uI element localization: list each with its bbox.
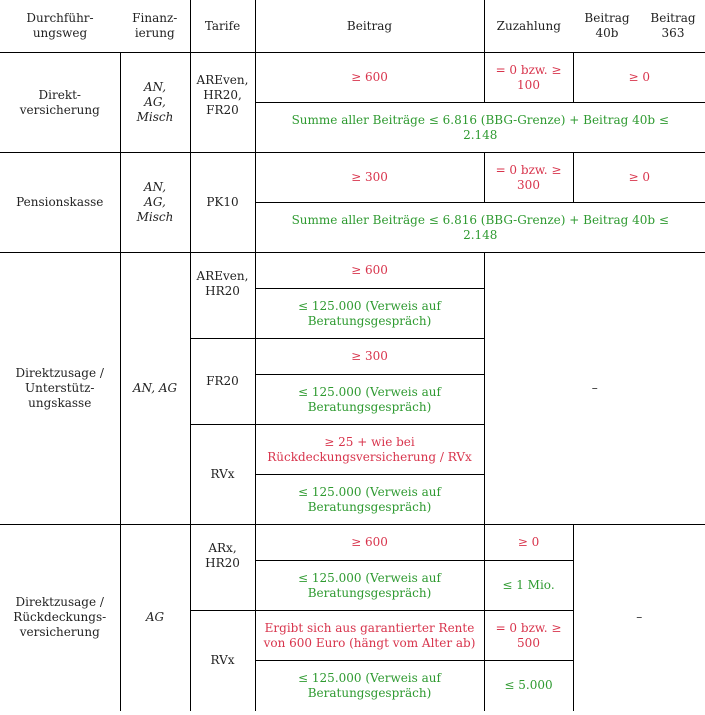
finanzierung-direktzusage-uk: AN, AG — [120, 253, 190, 525]
summe-direktversicherung: Summe aller Beiträge ≤ 6.816 (BBG-Grenze) + Beitrag 40b ≤ 2.148 — [255, 103, 705, 153]
tarif-rdv-arx: ARx, HR20 — [190, 525, 255, 611]
beitrag-40b-363-direktversicherung: ≥ 0 — [573, 53, 705, 103]
section-direktzusage-uk-row-1 — [0, 253, 705, 289]
weg-direktversicherung: Direkt- versicherung — [19, 87, 100, 117]
tarife-direktversicherung: AREven, HR20, FR20 — [190, 53, 255, 153]
zuzahlung-max-rdv-arx: ≤ 1 Mio. — [484, 561, 573, 611]
header-durchfuehrungsweg: Durchführ- ungsweg — [0, 0, 120, 53]
header-beitrag-363: Beitrag 363 — [641, 0, 705, 53]
zuzahlung-max-rdv-rvx: ≤ 5.000 — [484, 661, 573, 711]
section-direktversicherung-row-1 — [0, 53, 705, 103]
beitrag-direktversicherung: ≥ 600 — [255, 53, 484, 103]
header-tarife: Tarife — [190, 0, 255, 53]
zuzahlung-min-rdv-rvx: = 0 bzw. ≥ 500 — [484, 611, 573, 661]
beitrag-min-uk-fr20: ≥ 300 — [255, 339, 484, 375]
header-beitrag: Beitrag — [255, 0, 484, 53]
summe-pensionskasse: Summe aller Beiträge ≤ 6.816 (BBG-Grenze) + Beitrag 40b ≤ 2.148 — [255, 203, 705, 253]
beitrag-max-uk-fr20: ≤ 125.000 (Verweis auf Beratungsgespräch) — [255, 375, 484, 425]
finanzierung-direktversicherung: AN, AG, Misch — [120, 53, 190, 153]
finanzierung-direktzusage-rdv: AG — [120, 525, 190, 711]
dash-direktzusage-uk: – — [484, 253, 705, 525]
beitrag-max-uk-areven: ≤ 125.000 (Verweis auf Beratungsgespräch) — [255, 289, 484, 339]
zuzahlung-direktversicherung: = 0 bzw. ≥ 100 — [484, 53, 573, 103]
tarif-uk-rvx: RVx — [190, 425, 255, 525]
header-finanzierung: Finanz- ierung — [120, 0, 190, 53]
header-row — [0, 0, 705, 53]
zuzahlung-min-rdv-arx: ≥ 0 — [484, 525, 573, 561]
weg-pensionskasse: Pensionskasse — [0, 153, 120, 253]
beitrag-min-rdv-arx: ≥ 600 — [255, 525, 484, 561]
beitrag-40b-363-pensionskasse: ≥ 0 — [573, 153, 705, 203]
section-direktzusage-rdv-row-1 — [0, 525, 705, 561]
finanzierung-pensionskasse: AN, AG, Misch — [120, 153, 190, 253]
zuzahlung-pensionskasse: = 0 bzw. ≥ 300 — [484, 153, 573, 203]
weg-direktzusage-rdv: Direktzusage / Rückdeckungs- versicherung — [0, 525, 120, 711]
section-pensionskasse-row-1 — [0, 153, 705, 203]
tarif-rdv-rvx: RVx — [190, 611, 255, 711]
weg-direktzusage-uk: Direktzusage / Unterstütz- ungskasse — [0, 253, 120, 525]
tarif-uk-areven: AREven, HR20 — [190, 253, 255, 339]
header-zuzahlung: Zuzahlung — [484, 0, 573, 53]
tarife-pensionskasse: PK10 — [190, 153, 255, 253]
tarif-uk-fr20: FR20 — [190, 339, 255, 425]
beitrag-min-rdv-rvx: Ergibt sich aus garantierter Rente von 600 Euro (hängt vom Alter ab) — [255, 611, 484, 661]
beitrag-max-rdv-rvx: ≤ 125.000 (Verweis auf Beratungsgespräch) — [255, 661, 484, 711]
dash-direktzusage-rdv: – — [573, 525, 705, 711]
beitrag-pensionskasse: ≥ 300 — [255, 153, 484, 203]
header-beitrag-40b: Beitrag 40b — [573, 0, 641, 53]
beitrag-min-uk-rvx: ≥ 25 + wie bei Rückdeckungsversicherung / RVx — [255, 425, 484, 475]
beitrag-max-rdv-arx: ≤ 125.000 (Verweis auf Beratungsgespräch) — [255, 561, 484, 611]
beitrag-min-uk-areven: ≥ 600 — [255, 253, 484, 289]
beitrag-max-uk-rvx: ≤ 125.000 (Verweis auf Beratungsgespräch) — [255, 475, 484, 525]
